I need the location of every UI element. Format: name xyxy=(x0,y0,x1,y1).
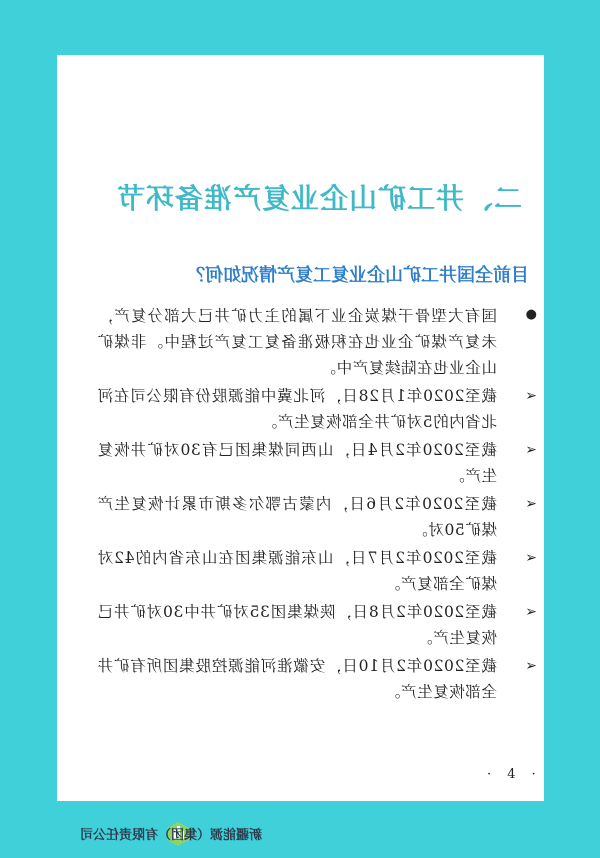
intro-text: 国有大型骨干煤炭企业下属的主力矿井已大部分复产，未复产煤矿企业也在积极准备复工复产过程中。非煤矿山企业也在陆续复产中。 xyxy=(97,307,497,377)
question-heading: 目前全国井工矿山企业复工复产情况如何？ xyxy=(187,265,529,286)
list-item-text: 截至2020年1月28日，河北冀中能源股份有限公司在河北省内的5对矿井全部恢复生产。 xyxy=(97,387,497,431)
list-item xyxy=(97,599,537,651)
footer-brand xyxy=(12,818,262,854)
list-item-text: 截至2020年2月6日，内蒙古鄂尔多斯市累计恢复生产煤矿50对。 xyxy=(97,495,497,539)
arrow-bullet-icon: ➢ xyxy=(525,496,537,512)
section-title: 二、井工矿山企业复产准备环节 xyxy=(115,182,522,215)
intro-paragraph xyxy=(97,303,537,381)
list-item xyxy=(97,653,537,705)
arrow-bullet-icon: ➢ xyxy=(525,388,537,404)
arrow-bullet-icon: ➢ xyxy=(525,550,537,566)
list-item xyxy=(97,383,537,435)
arrow-bullet-icon: ➢ xyxy=(525,658,537,674)
list-item-text: 截至2020年2月8日，陕煤集团35对矿井中30对矿井已恢复生产。 xyxy=(97,603,497,647)
content-body xyxy=(97,303,537,705)
arrow-bullet-icon: ➢ xyxy=(525,442,537,458)
list-item-text: 截至2020年2月4日，山西同煤集团已有30对矿井恢复生产。 xyxy=(97,441,497,485)
list-item-text: 截至2020年2月7日，山东能源集团在山东省内的42对煤矿全部复产。 xyxy=(97,549,497,593)
list-item xyxy=(97,437,537,489)
list-item-text: 截至2020年2月10日，安徽淮河能源控股集团所有矿井全部恢复生产。 xyxy=(97,657,497,701)
list-item xyxy=(97,491,537,543)
arrow-bullet-icon: ➢ xyxy=(525,604,537,620)
company-name: 新疆能源（集团）有限责任公司 xyxy=(79,828,262,843)
list-item xyxy=(97,545,537,597)
bullet-dot-icon: ● xyxy=(525,307,537,322)
page-number: · 4 · xyxy=(487,767,542,782)
document-page xyxy=(57,55,544,801)
